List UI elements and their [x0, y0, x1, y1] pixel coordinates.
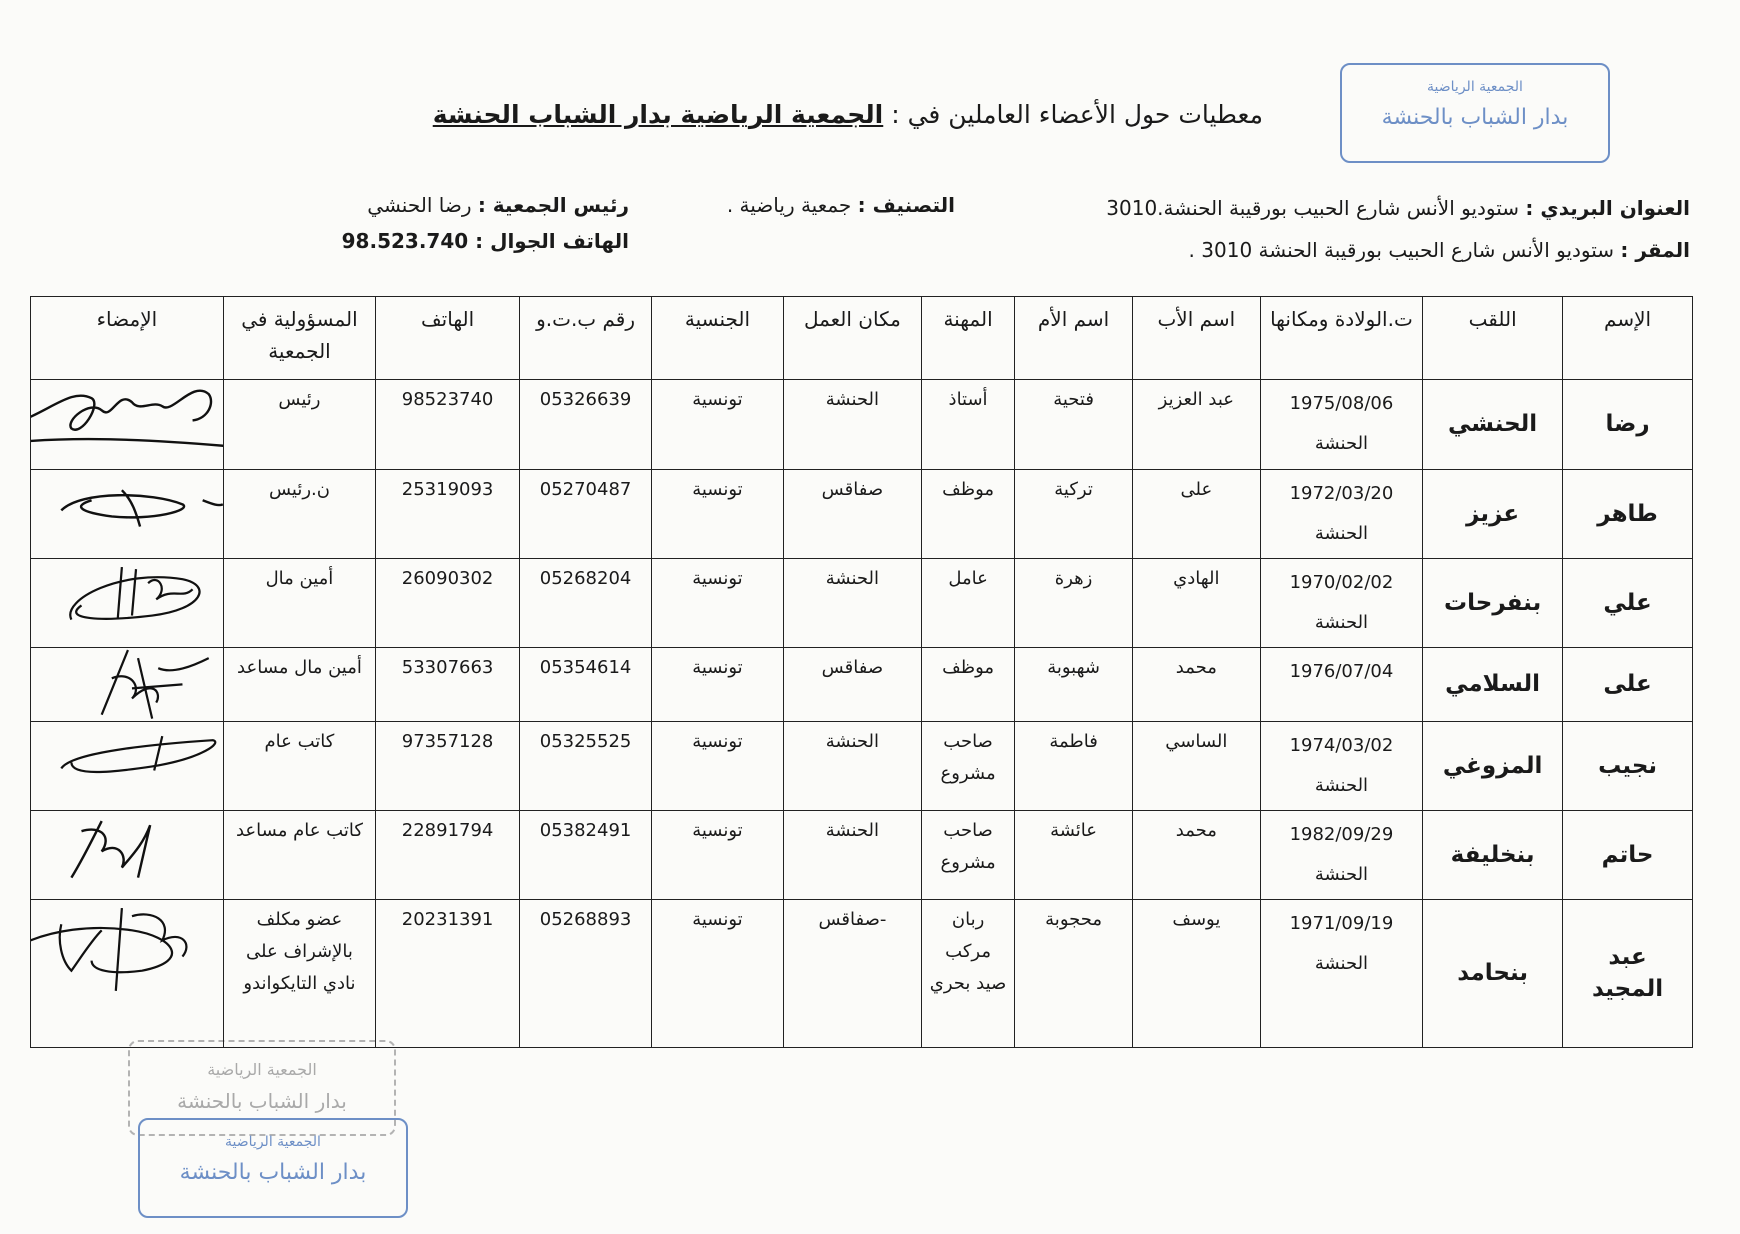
- cell-id-number: 05268204: [520, 558, 652, 647]
- cell-father: يوسف: [1132, 899, 1260, 1047]
- birth-date: 1975/08/06: [1289, 393, 1394, 414]
- cell-father: عبد العزيز: [1132, 380, 1260, 470]
- classification-label: التصنيف :: [857, 193, 955, 217]
- cell-signature: [31, 647, 224, 721]
- association-stamp-bottom: [138, 1118, 408, 1218]
- col-header-id-number: رقم ب.ت.و: [520, 297, 652, 380]
- cell-id-number: 05326639: [520, 380, 652, 470]
- stamp-line-1: الجمعية الرياضية: [225, 1134, 321, 1150]
- birth-date: 1974/03/02: [1289, 734, 1394, 756]
- table-row: [31, 558, 1693, 647]
- cell-profession: موظف: [921, 647, 1014, 721]
- birth-date: 1972/03/20: [1289, 482, 1394, 504]
- cell-surname: بنحامد: [1423, 899, 1563, 1047]
- cell-father: محمد: [1132, 810, 1260, 899]
- cell-workplace: الحنشة: [783, 721, 921, 810]
- cell-birth: [1260, 469, 1422, 558]
- cell-surname: عزيز: [1423, 469, 1563, 558]
- stamp-line-2: بدار الشباب بالحنشة: [1381, 105, 1569, 130]
- cell-mother: محجوبة: [1015, 899, 1133, 1047]
- cell-father: محمد: [1132, 647, 1260, 721]
- cell-id-number: 05325525: [520, 721, 652, 810]
- mobile-phone: [342, 229, 629, 253]
- cell-role: رئيس: [223, 380, 375, 470]
- association-stamp-top: [1340, 63, 1610, 163]
- cell-mother: شهبوبة: [1015, 647, 1133, 721]
- birth-place: الحنشة: [1314, 433, 1369, 454]
- headquarters-value: ستوديو الأنس شارع الحبيب بورقيبة الحنشة 3010 .: [1188, 238, 1615, 262]
- cell-signature: [31, 380, 224, 470]
- cell-workplace: الحنشة: [783, 380, 921, 470]
- col-header-profession: المهنة: [921, 297, 1014, 380]
- cell-id-number: 05354614: [520, 647, 652, 721]
- postal-address-value: ستوديو الأنس شارع الحبيب بورقيبة الحنشة.3010: [1106, 196, 1520, 220]
- cell-surname: السلامي: [1423, 647, 1563, 721]
- cell-signature: [31, 469, 224, 558]
- cell-nationality: تونسية: [652, 721, 784, 810]
- col-header-workplace: مكان العمل: [783, 297, 921, 380]
- document-title: [433, 100, 1263, 129]
- cell-profession: ربان مركب صيد بحري: [921, 899, 1014, 1047]
- cell-role: كاتب عام مساعد: [223, 810, 375, 899]
- birth-place: الحنشة: [1314, 774, 1369, 796]
- cell-surname: المزوغي: [1423, 721, 1563, 810]
- birth-date: 1976/07/04: [1289, 660, 1394, 682]
- stamp-line-1: الجمعية الرياضية: [207, 1060, 317, 1079]
- table-row: [31, 469, 1693, 558]
- cell-mother: عائشة: [1015, 810, 1133, 899]
- cell-birth: [1260, 899, 1422, 1047]
- signature-image: [31, 648, 223, 721]
- stamp-line-2: بدار الشباب بالحنشة: [177, 1089, 347, 1113]
- col-header-name: الإسم: [1563, 297, 1693, 380]
- birth-place: الحنشة: [1314, 522, 1369, 544]
- cell-signature: [31, 721, 224, 810]
- cell-birth: [1260, 558, 1422, 647]
- cell-phone: 98523740: [376, 380, 520, 470]
- signature-image: [31, 900, 223, 1047]
- signature-image: [31, 811, 223, 884]
- classification: [727, 193, 955, 217]
- cell-phone: 25319093: [376, 469, 520, 558]
- president: [367, 193, 629, 217]
- birth-place: الحنشة: [1314, 952, 1369, 974]
- cell-name: علي: [1563, 558, 1693, 647]
- postal-address: [1106, 196, 1690, 220]
- col-header-father: اسم الأب: [1132, 297, 1260, 380]
- table-row: [31, 380, 1693, 470]
- cell-surname: بنخليفة: [1423, 810, 1563, 899]
- cell-id-number: 05270487: [520, 469, 652, 558]
- col-header-mother: اسم الأم: [1015, 297, 1133, 380]
- title-prefix: معطيات حول الأعضاء العاملين في :: [891, 100, 1263, 129]
- birth-date: 1982/09/29: [1289, 823, 1394, 845]
- cell-birth: [1260, 721, 1422, 810]
- cell-surname: بنفرحات: [1423, 558, 1563, 647]
- cell-nationality: تونسية: [652, 558, 784, 647]
- cell-mother: فاطمة: [1015, 721, 1133, 810]
- col-header-nationality: الجنسية: [652, 297, 784, 380]
- table-row: [31, 899, 1693, 1047]
- cell-workplace: صفاقس: [783, 469, 921, 558]
- stamp-line-2: بدار الشباب بالحنشة: [179, 1160, 367, 1185]
- cell-mother: تركية: [1015, 469, 1133, 558]
- cell-phone: 22891794: [376, 810, 520, 899]
- members-table: [30, 296, 1693, 1048]
- cell-nationality: تونسية: [652, 899, 784, 1047]
- classification-value: جمعية رياضية .: [726, 193, 852, 217]
- cell-name: رضا: [1563, 380, 1693, 470]
- cell-signature: [31, 899, 224, 1047]
- cell-nationality: تونسية: [652, 647, 784, 721]
- cell-name: حاتم: [1563, 810, 1693, 899]
- table-row: [31, 810, 1693, 899]
- cell-role: أمين مال مساعد: [223, 647, 375, 721]
- cell-phone: 97357128: [376, 721, 520, 810]
- cell-signature: [31, 810, 224, 899]
- cell-workplace: الحنشة: [783, 810, 921, 899]
- cell-phone: 26090302: [376, 558, 520, 647]
- cell-workplace: الحنشة: [783, 558, 921, 647]
- col-header-phone: الهاتف: [376, 297, 520, 380]
- president-value: رضا الحنشي: [367, 193, 472, 217]
- signature-image: [31, 559, 223, 632]
- cell-workplace: -صفاقس: [783, 899, 921, 1047]
- mobile-phone-label: الهاتف الجوال :: [475, 229, 629, 253]
- birth-date: 1971/09/19: [1289, 912, 1394, 934]
- table-row: [31, 721, 1693, 810]
- cell-birth: [1260, 647, 1422, 721]
- cell-birth: [1260, 380, 1422, 470]
- birth-place: الحنشة: [1314, 611, 1369, 633]
- cell-nationality: تونسية: [652, 380, 784, 470]
- mobile-phone-value: 98.523.740: [341, 229, 469, 253]
- cell-id-number: 05268893: [520, 899, 652, 1047]
- postal-address-label: العنوان البريدي :: [1525, 196, 1690, 220]
- cell-phone: 53307663: [376, 647, 520, 721]
- cell-role: ن.رئيس: [223, 469, 375, 558]
- col-header-signature: الإمضاء: [31, 297, 224, 380]
- cell-role: كاتب عام: [223, 721, 375, 810]
- cell-mother: زهرة: [1015, 558, 1133, 647]
- cell-profession: صاحب مشروع: [921, 721, 1014, 810]
- headquarters-label: المقر :: [1620, 238, 1690, 262]
- cell-father: الساسي: [1132, 721, 1260, 810]
- cell-nationality: تونسية: [652, 469, 784, 558]
- signature-image: [31, 722, 223, 795]
- cell-father: الهادي: [1132, 558, 1260, 647]
- cell-profession: أستاذ: [921, 380, 1014, 470]
- cell-mother: فتحية: [1015, 380, 1133, 470]
- president-label: رئيس الجمعية :: [477, 193, 629, 217]
- signature-image: [31, 470, 223, 541]
- cell-role: أمين مال: [223, 558, 375, 647]
- cell-phone: 20231391: [376, 899, 520, 1047]
- cell-name: نجيب: [1563, 721, 1693, 810]
- stamp-line-1: الجمعية الرياضية: [1427, 79, 1523, 95]
- cell-profession: صاحب مشروع: [921, 810, 1014, 899]
- col-header-birth: ت.الولادة ومكانها: [1260, 297, 1422, 380]
- title-organization: الجمعية الرياضية بدار الشباب الحنشة: [432, 100, 884, 129]
- cell-name: طاهر: [1563, 469, 1693, 558]
- cell-profession: عامل: [921, 558, 1014, 647]
- cell-surname: الحنشي: [1423, 380, 1563, 470]
- cell-id-number: 05382491: [520, 810, 652, 899]
- cell-signature: [31, 558, 224, 647]
- signature-image: [31, 380, 223, 469]
- table-header-row: [31, 297, 1693, 380]
- birth-place: الحنشة: [1314, 863, 1369, 885]
- col-header-role: المسؤولية في الجمعية: [223, 297, 375, 380]
- table-row: [31, 647, 1693, 721]
- cell-father: على: [1132, 469, 1260, 558]
- col-header-surname: اللقب: [1423, 297, 1563, 380]
- cell-profession: موظف: [921, 469, 1014, 558]
- cell-name: على: [1563, 647, 1693, 721]
- cell-nationality: تونسية: [652, 810, 784, 899]
- cell-workplace: صفاقس: [783, 647, 921, 721]
- cell-name: عبد المجيد: [1563, 899, 1693, 1047]
- cell-birth: [1260, 810, 1422, 899]
- headquarters: [1189, 238, 1690, 262]
- birth-date: 1970/02/02: [1289, 571, 1394, 593]
- cell-role: عضو مكلف بالإشراف على نادي التايكواندو: [223, 899, 375, 1047]
